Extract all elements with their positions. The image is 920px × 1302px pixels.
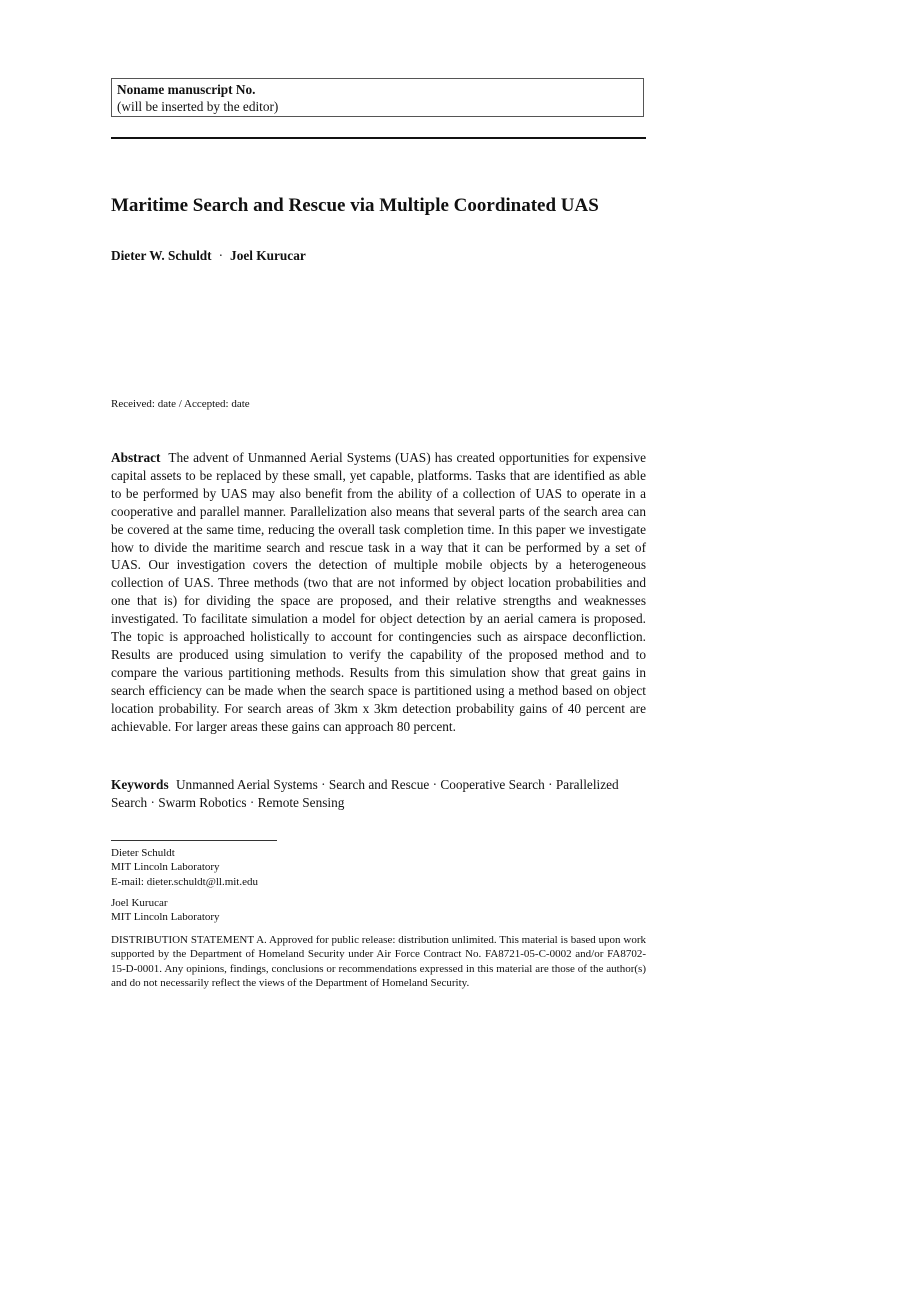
manuscript-number: Noname manuscript No. (117, 82, 256, 97)
author-second: Joel Kurucar (230, 248, 306, 263)
affiliation-institution: MIT Lincoln Laboratory (111, 861, 220, 874)
footnote-rule (111, 840, 277, 841)
manuscript-number-box (111, 78, 644, 117)
abstract (111, 449, 646, 736)
abstract-text: The advent of Unmanned Aerial Systems (UAS) has created opportunities for expensive capital assets to be replaced by these small, yet capable, platforms. Tasks that are identified as able to be performed by UAS may also benefit from the ability of a collection of UAS to operate in a cooperative and parallel manner. Parallelization also means that several parts of the search area can be covered at the same time, reducing the overall task completion time. In this paper we investigate how to divide the maritime search and rescue task in a way that it can be performed by a set of UAS. Our investigation covers the detection of multiple mobile objects by a heterogeneous collection of UAS. Three methods (two that are not informed by object location probabilities and one that is) for dividing the space are proposed, and their relative strengths and weaknesses investigated. To facilitate simulation a model for object detection by an aerial camera is proposed. The topic is approached holistically to account for contingencies such as airspace deconfliction. Results are produced using simulation to verify the capability of the proposed method and to compare the various partitioning methods. Results from this simulation show that great gains in search efficiency can be made when the search space is partitioned using a method based on object location probability. For search areas of 3km x 3km detection probability gains of 40 percent are achievable. For larger areas these gains can approach 80 percent. (111, 450, 646, 734)
header-rule (111, 137, 646, 139)
keywords (111, 776, 646, 812)
distribution-statement: DISTRIBUTION STATEMENT A. Approved for public release: distribution unlimited. This material is based upon work supported by the Department of Homeland Security under Air Force Contract No. FA8721-05-C-0002 and/or FA8702-15-D-0001. Any opinions, findings, conclusions or recommendations expressed in this material are those of the author(s) and do not necessarily reflect the views of the Department of Homeland Security. (111, 934, 646, 990)
affiliation-name: Dieter Schuldt (111, 847, 175, 859)
affiliation-email: E-mail: dieter.schuldt@ll.mit.edu (111, 875, 258, 888)
affiliation-institution: MIT Lincoln Laboratory (111, 911, 220, 924)
affiliation-schuldt (111, 846, 258, 889)
received-accepted-date: Received: date / Accepted: date (111, 398, 250, 410)
keywords-text: Unmanned Aerial Systems · Search and Rescue · Cooperative Search · Parallelized Search · Swarm Robotics · Remote Sensing (111, 777, 619, 810)
keywords-label: Keywords (111, 777, 169, 792)
paper-title: Maritime Search and Rescue via Multiple Coordinated UAS (111, 195, 599, 216)
author-separator: · (218, 248, 224, 263)
author-list (111, 247, 306, 264)
abstract-label: Abstract (111, 450, 161, 465)
author-first: Dieter W. Schuldt (111, 248, 212, 263)
editor-note: (will be inserted by the editor) (117, 99, 279, 114)
affiliation-name: Joel Kurucar (111, 897, 168, 909)
affiliation-kurucar (111, 896, 220, 925)
